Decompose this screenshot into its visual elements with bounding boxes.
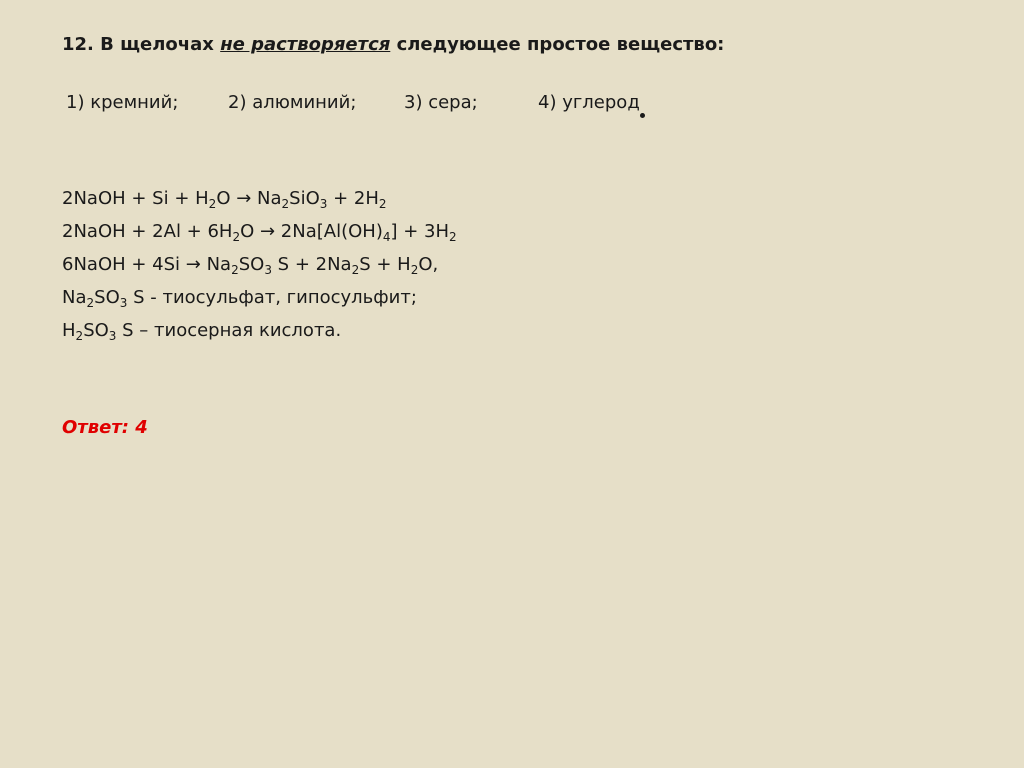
option-2: 2) алюминий; (228, 92, 357, 113)
formula-text: SiO (289, 188, 320, 209)
subscript: 4 (382, 230, 391, 244)
equation-line (62, 285, 457, 318)
equation-line (62, 252, 457, 285)
subscript: 3 (119, 296, 128, 310)
subscript: 2 (378, 197, 387, 211)
subscript: 2 (232, 230, 241, 244)
formula-text: SO (238, 254, 265, 275)
subscript: 2 (281, 197, 290, 211)
question-prefix: 12. В щелочах (62, 34, 221, 55)
subscript: 2 (208, 197, 217, 211)
formula-text: O, (418, 254, 439, 275)
formula-text: + 2H (327, 188, 379, 209)
option-1: 1) кремний; (66, 92, 179, 113)
question-suffix: следующее простое вещество: (390, 34, 725, 55)
formula-text: S – тиосерная кислота. (116, 320, 342, 341)
formula-text: ] + 3H (390, 221, 450, 242)
formula-text: H (62, 320, 76, 341)
subscript: 2 (410, 263, 419, 277)
equation-line (62, 186, 457, 219)
option-3: 3) сера; (404, 92, 478, 113)
subscript: 2 (449, 230, 457, 244)
equation-line (62, 219, 457, 252)
question-emphasis: не растворяется (220, 34, 391, 55)
subscript: 2 (351, 263, 360, 277)
subscript: 3 (319, 197, 328, 211)
subscript: 2 (86, 296, 95, 310)
question-heading (62, 34, 724, 55)
formula-text: 6NaOH + 4Si → Na (62, 254, 232, 275)
answer-text: Ответ: 4 (62, 417, 148, 438)
formula-text: O → Na (216, 188, 282, 209)
formula-text: SO (83, 320, 109, 341)
formula-text: SO (94, 287, 120, 308)
formula-text: Na (62, 287, 87, 308)
formula-text: 2NaOH + Si + H (62, 188, 209, 209)
equations-block (62, 186, 457, 351)
bullet-dot (640, 113, 645, 118)
subscript: 3 (108, 329, 117, 343)
subscript: 3 (264, 263, 272, 277)
option-4: 4) углерод (538, 92, 640, 113)
equation-line (62, 318, 457, 351)
formula-text: O → 2Na[Al(OH) (240, 221, 383, 242)
formula-text: 2NaOH + 2Al + 6H (62, 221, 233, 242)
subscript: 2 (231, 263, 239, 277)
formula-text: S + 2Na (271, 254, 352, 275)
formula-text: S - тиосульфат, гипосульфит; (127, 287, 417, 308)
formula-text: S + H (359, 254, 411, 275)
subscript: 2 (75, 329, 84, 343)
